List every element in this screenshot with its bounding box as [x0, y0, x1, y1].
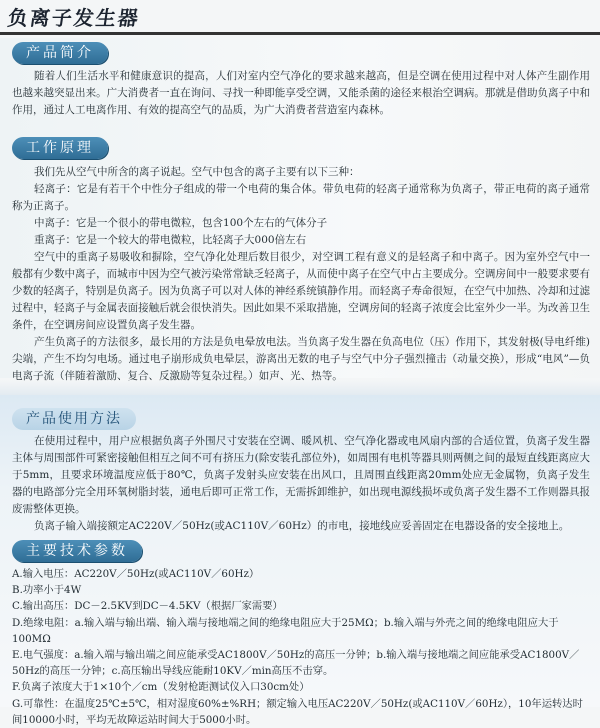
principle-paragraph-purpose: 空气中的重离子易吸收和摒除，空气净化处理后数目很少，对空调工程有意义的是轻离子和中离子。因为室外空气中一般都有少数中离子，而城市中因为空气被污染常常缺乏轻离子，从而使中离子在空气中占主要成分。空调房间中一般要求要有少数的轻离子，特别是负离子。因为负离子可以对人体的神经系统镇静作用。而轻离子寿命很短，在空气中加热、冷却和过滤过程中，轻离子与金属表面接触后就会很快消失。因此如果不采取措施，空调房间的轻离子浓度会比室外少一半。为改善卫生条件，在空调房间应设置负离子发生器。: [12, 251, 590, 331]
principle-intro: 我们先从空气中所含的离子说起。空气中包含的离子主要有以下三种：: [34, 166, 360, 178]
spec-item: E.电气强度：a.输入端与输出端之间应能承受AC1800V／50Hz的高压一分钟；b.输入端与接地端之间应能承受AC1800V／50Hz的高压一分钟；c.高压输出导线应能耐10KV／min高压不击穿。: [12, 649, 580, 678]
intro-paragraph: 随着人们生活水平和健康意识的提高，人们对室内空气净化的要求越来越高，但是空调在使用过程中对人体产生副作用也越来越突显出来。广大消费者一直在询问、寻找一种即能享受空调，又能杀菌的途径来根治空调病。那就是借助负离子中和作用，通过人工电离作用、有效的提高空气的品质，为广大消费者营造室内森林。: [12, 70, 590, 116]
usage-paragraph-install: 在使用过程中，用户应根据负离子外围尺寸安装在空调、暖风机、空气净化器或电风扇内部的合适位置，负离子发生器主体与周围部件可紧密接触但相互之间不可有挤压力(除安装孔部位外)，如周围有电机等器具则两侧之间的最短直线距离应大于5mm，且要求环境温度应低于80℃，负离子发射头应安装在出风口，且周围直线距离20mm处应无金属物，负离子发生器的电路部分完全用环氧树脂封装，通电后即可正常工作，无需拆卸维护，如出现电源线损坏或负离子发生器不工作则器具报废需整体更换。: [12, 435, 590, 515]
usage-paragraph-power: 负离子输入端接额定AC220V／50Hz(或AC110V／60Hz）的市电，接地线应妥善固定在电器设备的安全接地上。: [34, 520, 570, 532]
usage-heading: 产品使用方法: [12, 408, 136, 430]
specs-heading: 主要技术参数: [12, 540, 142, 562]
spec-item: G.可靠性：在温度25℃±5℃，相对湿度60%±%RH；额定输入电压AC220V／50Hz(或AC110V／60Hz），10年运转达时间10000小时，平均无故障运站时间大于5000小时。: [12, 697, 583, 726]
spec-list: [12, 566, 592, 728]
page-title: 负离子发生器: [6, 6, 142, 30]
spec-item: C.输出高压：DC－2.5KV到DC－4.5KV（根据厂家需要）: [12, 600, 283, 613]
title-underline: [0, 32, 600, 35]
principle-paragraph-method: 产生负离子的方法很多，最长用的方法是负电晕放电法。当负离子发生器在负高电位（压）作用下，其发射极(导电纤维)尖端，产生不均匀电场。通过电子崩形成负电晕层，游离出无数的电子与空气中分子强烈撞击（动量交换），形成“电风”—负电离子流（伴随着激励、复合、反激励等复杂过程。）如声、光、热等。: [12, 336, 590, 382]
principle-medium-ion: 中离子：它是一个很小的带电微粒，包含100个左右的气体分子: [34, 217, 328, 229]
spec-item: F.负离子浓度大于1×10个／cm（发射枪距测试仪入口30cm处）: [12, 681, 310, 694]
intro-heading: 产品简介: [12, 42, 108, 64]
principle-heading: 工作原理: [12, 137, 108, 159]
spec-item: D.绝缘电阻：a.输入端与输出端、输入端与接地端之间的绝缘电阻应大于25MΩ；b.输入端与外壳之间的绝缘电阻应大于100MΩ: [12, 616, 559, 645]
spec-item: B.功率小于4W: [12, 584, 82, 597]
principle-light-ion: 轻离子：它是有若干个中性分子组成的带一个电荷的集合体。带负电荷的轻离子通常称为负离子，带正电荷的离子通常称为正离子。: [12, 183, 590, 212]
principle-heavy-ion: 重离子：它是一个较大的带电微粒，比轻离子大000倍左右: [34, 234, 307, 246]
spec-item: A.输入电压：AC220V／50Hz(或AC110V／60Hz）: [12, 568, 260, 580]
